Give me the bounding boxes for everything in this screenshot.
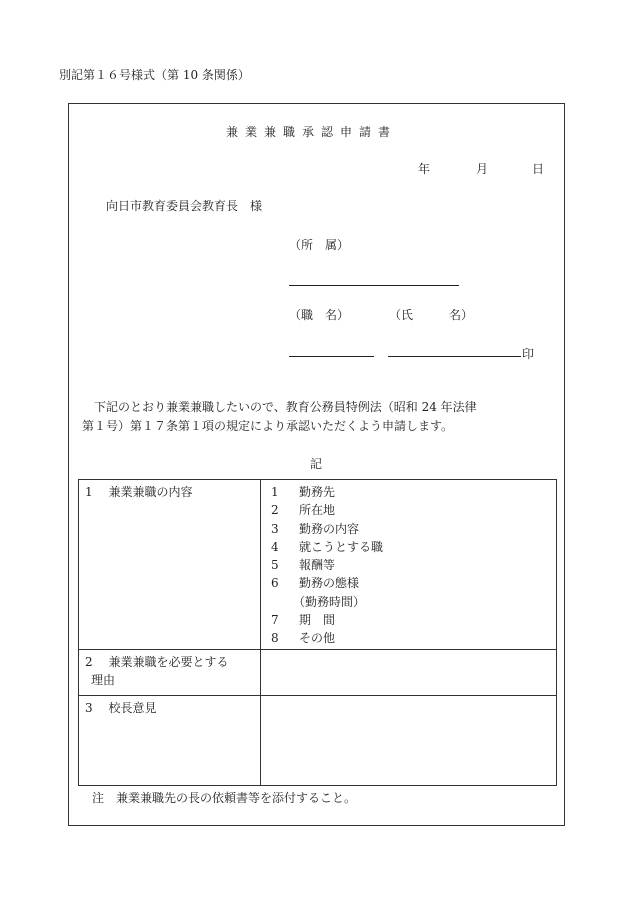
date-day: 日 <box>532 162 545 176</box>
application-table <box>78 479 557 786</box>
row3-label: 3 校長意見 <box>85 701 157 715</box>
row1-items-cell <box>261 480 557 650</box>
row2-label-line1: 2 兼業兼職を必要とする <box>85 655 229 669</box>
list-item: 6 勤務の態様 <box>271 576 360 591</box>
name-line <box>388 356 521 357</box>
form-id: 別記第１６号様式（第 10 条関係） <box>59 68 250 82</box>
ki-heading: 記 <box>310 457 323 471</box>
row2-input-cell[interactable] <box>261 650 557 696</box>
body-line-1: 下記のとおり兼業兼職したいので、教育公務員特例法（昭和 24 年法律 <box>82 400 477 414</box>
date-month: 月 <box>476 162 489 176</box>
list-item: 3 勤務の内容 <box>271 521 360 536</box>
list-item: 2 所在地 <box>271 503 336 518</box>
list-item: 5 報酬等 <box>271 558 336 573</box>
addressee: 向日市教育委員会教育長 様 <box>106 199 263 213</box>
affiliation-label: （所 属） <box>289 238 350 252</box>
row3-label-cell <box>79 696 261 786</box>
position-line <box>289 356 374 357</box>
list-item: 7 期 間 <box>271 613 336 628</box>
row1-label-cell <box>79 480 261 650</box>
date-year: 年 <box>418 162 431 176</box>
list-item: 8 その他 <box>271 631 336 646</box>
affiliation-line <box>289 285 459 286</box>
table-row-reason <box>79 650 557 696</box>
row3-input-cell[interactable] <box>261 696 557 786</box>
table-row-content <box>79 480 557 650</box>
footnote: 注 兼業兼職先の長の依頼書等を添付すること。 <box>92 791 357 805</box>
seal-mark: 印 <box>522 347 535 361</box>
position-label: （職 名） <box>289 308 350 322</box>
list-item: 4 就こうとする職 <box>271 539 384 554</box>
row2-label-line2: 理由 <box>91 673 116 687</box>
row1-label: 1 兼業兼職の内容 <box>85 485 193 499</box>
list-item: 1 勤務先 <box>271 485 336 499</box>
body-line-2: 第１号）第１７条第１項の規定により承認いただくよう申請します。 <box>82 419 454 433</box>
name-label: （氏 名） <box>389 308 474 322</box>
list-item-sub: （勤務時間） <box>293 594 366 609</box>
form-title: 兼業兼職承認申請書 <box>226 125 398 139</box>
table-row-principal <box>79 696 557 786</box>
row2-label-cell <box>79 650 261 696</box>
